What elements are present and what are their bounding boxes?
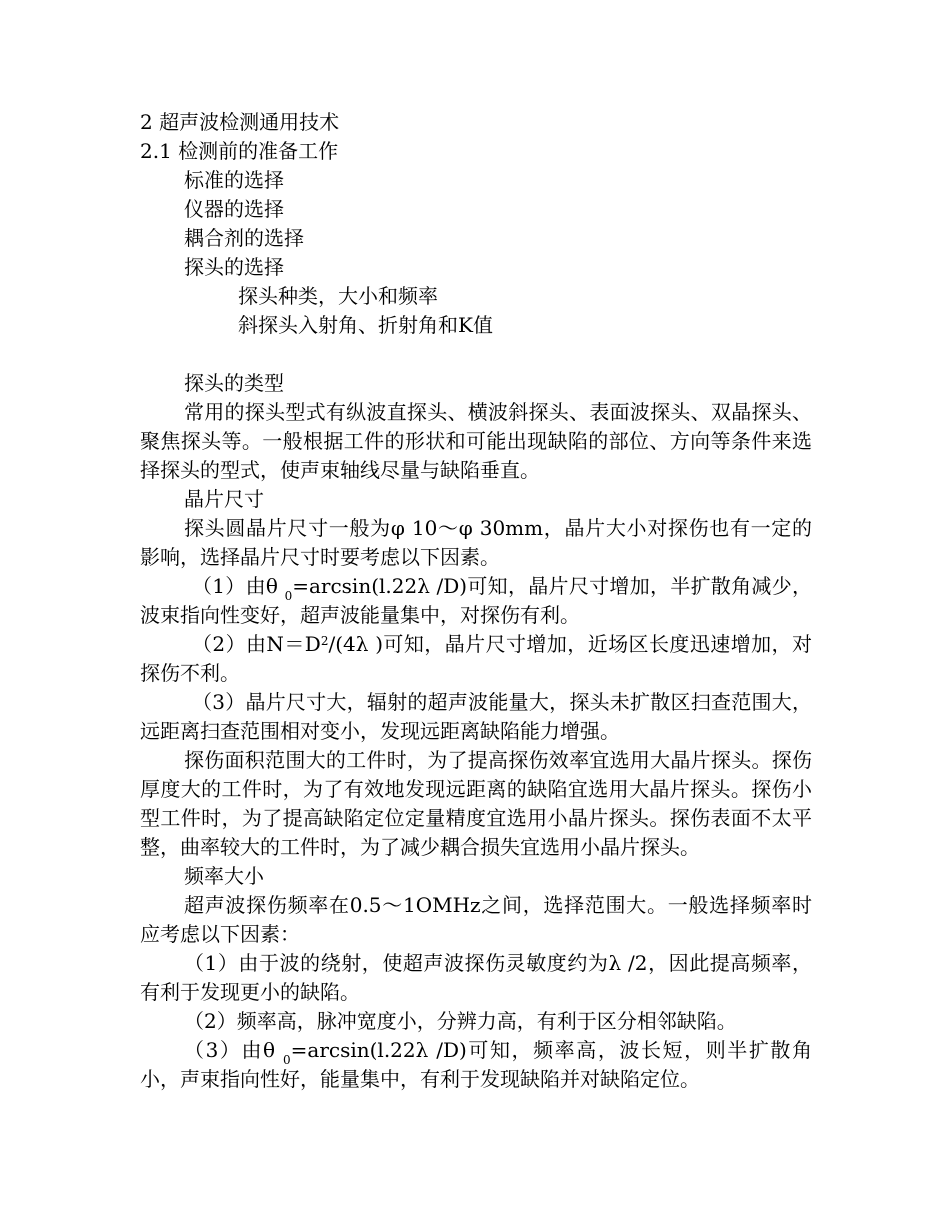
spacer [140,340,812,369]
frequency-factor-3-post: =arcsin(l.22λ /D)可知，频率高，波长短，则半扩散角小，声束指向性好，能量集中，有利于发现缺陷并对缺陷定位。 [140,1038,812,1091]
frequency-factor-2: （2）频率高，脉冲宽度小，分辨力高，有利于区分相邻缺陷。 [184,1009,737,1033]
chip-factor-1 [140,572,812,630]
probe-type-title: 探头的类型 [184,371,284,395]
square-superscript: 2 [320,634,329,648]
chip-size-title: 晶片尺寸 [184,487,264,511]
frequency-factor-1: （1）由于波的绕射，使超声波探伤灵敏度约为λ /2，因此提高频率，有利于发现更小的缺陷。 [140,951,812,1004]
list-item: 标准的选择 [184,168,284,192]
chip-summary-paragraph: 探伤面积范围大的工件时，为了提高探伤效率宜选用大晶片探头。探伤厚度大的工件时，为了有效地发现远距离的缺陷宜选用大晶片探头。探伤小型工件时，为了提高缺陷定位定量精度宜选用小晶片探头。探伤表面不太平整，曲率较大的工件时，为了减少耦合损失宜选用小晶片探头。 [140,748,812,859]
theta-subscript: 0 [283,1053,291,1067]
chip-factor-2-pre: （2）由N＝D [192,632,321,656]
frequency-paragraph: 超声波探伤频率在0.5～1OMHz之间，选择范围大。一般选择频率时应考虑以下因素： [140,893,812,946]
chip-size-paragraph: 探头圆晶片尺寸一般为φ 10～φ 30mm，晶片大小对探伤也有一定的影响，选择晶片尺寸时要考虑以下因素。 [140,516,812,569]
section-heading: 2 超声波检测通用技术 [140,110,340,134]
list-item: 耦合剂的选择 [184,226,304,250]
probe-type-paragraph: 常用的探头型式有纵波直探头、横波斜探头、表面波探头、双晶探头、聚焦探头等。一般根据工件的形状和可能出现缺陷的部位、方向等条件来选择探头的型式，使声束轴线尽量与缺陷垂直。 [140,400,812,482]
chip-factor-2-post: /(4λ )可知，晶片尺寸增加，近场区长度迅速增加，对探伤不利。 [140,632,812,685]
chip-factor-1-pre: （1）由θ [192,574,285,598]
frequency-title: 频率大小 [184,864,264,888]
chip-factor-1-post: =arcsin(l.22λ /D)可知，晶片尺寸增加，半扩散角减少，波束指向性变好，超声波能量集中，对探伤有利。 [140,574,813,627]
theta-subscript: 0 [284,589,293,603]
subsection-heading: 2.1 检测前的准备工作 [140,139,339,163]
frequency-factor-3-pre: （3）由θ [184,1038,283,1062]
document-page [140,108,812,1094]
sub-list-item: 斜探头入射角、折射角和K值 [238,313,493,337]
chip-factor-2 [140,630,812,688]
frequency-factor-3 [140,1036,812,1094]
chip-factor-3: （3）晶片尺寸大，辐射的超声波能量大，探头未扩散区扫查范围大，远距离扫查范围相对变小，发现远距离缺陷能力增强。 [140,690,812,743]
list-item: 探头的选择 [184,255,284,279]
sub-list-item: 探头种类，大小和频率 [238,284,438,308]
list-item: 仪器的选择 [184,197,284,221]
